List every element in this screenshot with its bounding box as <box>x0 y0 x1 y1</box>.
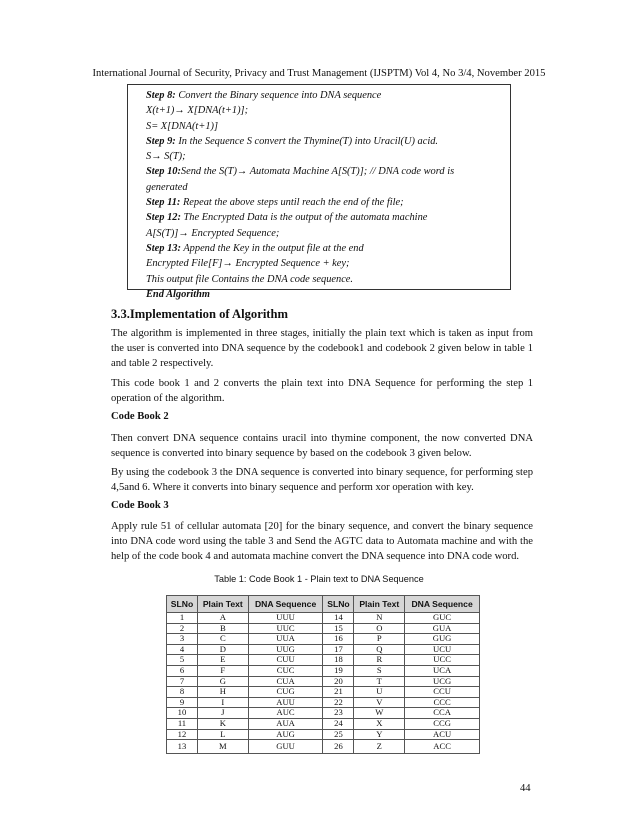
table-cell: GUU <box>248 740 323 754</box>
algorithm-step-text: generated <box>146 181 188 193</box>
algorithm-line <box>146 180 510 195</box>
table-cell: Q <box>354 644 405 655</box>
algorithm-line <box>146 149 510 164</box>
table-cell: U <box>354 687 405 698</box>
table-header-cell: DNA Sequence <box>405 596 480 613</box>
table-row <box>167 718 480 729</box>
table-cell: UCC <box>405 655 480 666</box>
algorithm-line <box>146 103 510 118</box>
table-cell: 6 <box>167 665 198 676</box>
table-cell: UCA <box>405 665 480 676</box>
table-cell: 9 <box>167 697 198 708</box>
paragraph-intro: The algorithm is implemented in three stages, initially the plain text which is taken as input from the user is converted into DNA sequence by the codebook1 and codebook 2 given below in table 1 and table 2 respectively. <box>111 328 533 369</box>
table-cell: UCU <box>405 644 480 655</box>
table-cell: 2 <box>167 623 198 634</box>
algorithm-line <box>146 256 510 271</box>
table-cell: 14 <box>323 613 354 624</box>
table-cell: Z <box>354 740 405 754</box>
table-cell: W <box>354 708 405 719</box>
section-title: 3.3.Implementation of Algorithm <box>111 307 289 321</box>
table-row <box>167 708 480 719</box>
table-cell: ACU <box>405 729 480 740</box>
table-row <box>167 676 480 687</box>
table-cell: 4 <box>167 644 198 655</box>
table-cell: 11 <box>167 718 198 729</box>
table-cell: GUA <box>405 623 480 634</box>
table-cell: P <box>354 634 405 645</box>
algorithm-step-text: S= X[DNA(t+1)] <box>146 120 219 132</box>
table-cell: A <box>197 613 248 624</box>
table-cell: 16 <box>323 634 354 645</box>
algorithm-line <box>146 134 510 149</box>
table-row <box>167 655 480 666</box>
algorithm-line <box>146 210 510 225</box>
table-cell: 22 <box>323 697 354 708</box>
table-cell: 1 <box>167 613 198 624</box>
algorithm-step-text: A[S(T)]→ Encrypted Sequence; <box>146 227 280 239</box>
table-cell: K <box>197 718 248 729</box>
table-cell: 15 <box>323 623 354 634</box>
table-cell: CUU <box>248 655 323 666</box>
table-cell: AUG <box>248 729 323 740</box>
table-cell: 10 <box>167 708 198 719</box>
table-cell: UUA <box>248 634 323 645</box>
algorithm-step-label: Step 12: <box>146 212 181 224</box>
table-cell: T <box>354 676 405 687</box>
table-cell: M <box>197 740 248 754</box>
algorithm-line <box>146 241 510 256</box>
algorithm-step-text: Encrypted File[F]→ Encrypted Sequence + key; <box>146 258 350 270</box>
table-row <box>167 644 480 655</box>
table-cell: UUC <box>248 623 323 634</box>
table-cell: AUC <box>248 708 323 719</box>
table-cell: UUU <box>248 613 323 624</box>
algorithm-step-text: This output file Contains the DNA code sequence. <box>146 273 354 285</box>
algorithm-step-text: X(t+1)→ X[DNA(t+1)]; <box>146 105 249 117</box>
table-header-cell: Plain Text <box>197 596 248 613</box>
algorithm-line <box>146 164 510 179</box>
table-cell: UCG <box>405 676 480 687</box>
table-cell: 13 <box>167 740 198 754</box>
table-cell: R <box>354 655 405 666</box>
table-cell: UUG <box>248 644 323 655</box>
table-cell: 24 <box>323 718 354 729</box>
algorithm-step-text: Append the Key in the output file at the end <box>180 242 364 254</box>
table-cell: 21 <box>323 687 354 698</box>
table-cell: AUU <box>248 697 323 708</box>
algorithm-step-label: Step 13: <box>146 242 181 254</box>
table-header-row <box>167 596 480 613</box>
table-cell: D <box>197 644 248 655</box>
algorithm-step-text: Repeat the above steps until reach the end of the file; <box>180 197 404 209</box>
journal-header: International Journal of Security, Privacy and Trust Management (IJSPTM) Vol 4, No 3/4, November 2015 <box>92 68 546 79</box>
table-cell: AUA <box>248 718 323 729</box>
table-row <box>167 665 480 676</box>
table-cell: 19 <box>323 665 354 676</box>
algorithm-step-label: Step 9: <box>146 135 176 147</box>
algorithm-line <box>146 88 510 103</box>
table-cell: 17 <box>323 644 354 655</box>
table-cell: GUC <box>405 613 480 624</box>
table-cell: F <box>197 665 248 676</box>
algorithm-step-label: Step 10: <box>146 166 181 178</box>
algorithm-step-text: The Encrypted Data is the output of the automata machine <box>180 212 428 224</box>
table-header-cell: SLNo <box>167 596 198 613</box>
page-number: 44 <box>520 783 531 794</box>
table-cell: 8 <box>167 687 198 698</box>
algorithm-line <box>146 119 510 134</box>
table-cell: S <box>354 665 405 676</box>
algorithm-step-text: Send the S(T)→ Automata Machine A[S(T)]; // DNA code word is <box>180 166 455 178</box>
table-cell: B <box>197 623 248 634</box>
paragraph-cellular-automata: Apply rule 51 of cellular automata [20] for the binary sequence, and convert the binary sequence into DNA code word using the table 3 and Send the AGTC data to Automata machine and with the help of the code book 4 and automata machine convert the DNA sequence into DNA code word. <box>111 521 533 562</box>
table-cell: GUG <box>405 634 480 645</box>
table-row <box>167 623 480 634</box>
table-cell: CUA <box>248 676 323 687</box>
table-cell: I <box>197 697 248 708</box>
table-cell: CCG <box>405 718 480 729</box>
subheading-code-book-3: Code Book 3 <box>111 500 169 511</box>
algorithm-line <box>146 195 510 210</box>
algorithm-line <box>146 287 510 302</box>
table-caption: Table 1: Code Book 1 - Plain text to DNA Sequence <box>214 574 424 584</box>
table-cell: C <box>197 634 248 645</box>
algorithm-step-label: Step 8: <box>146 90 176 101</box>
table-cell: CUG <box>248 687 323 698</box>
table-cell: 20 <box>323 676 354 687</box>
table-cell: G <box>197 676 248 687</box>
table-row <box>167 634 480 645</box>
paragraph-uracil-thymine: Then convert DNA sequence contains uracil into thymine component, the now converted DNA sequence is converted into binary sequence by based on the codebook 3 given below. <box>111 433 533 459</box>
algorithm-line <box>146 272 510 287</box>
table-cell: N <box>354 613 405 624</box>
table-cell: 18 <box>323 655 354 666</box>
codebook-1-table <box>166 595 480 754</box>
table-cell: 26 <box>323 740 354 754</box>
algorithm-step-text: Convert the Binary sequence into DNA sequence <box>175 90 382 101</box>
algorithm-box <box>127 84 511 300</box>
table-cell: 23 <box>323 708 354 719</box>
table-row <box>167 740 480 754</box>
table-cell: 25 <box>323 729 354 740</box>
table-cell: CCA <box>405 708 480 719</box>
table-cell: 3 <box>167 634 198 645</box>
table-cell: 7 <box>167 676 198 687</box>
table-header-cell: SLNo <box>323 596 354 613</box>
table-cell: CUC <box>248 665 323 676</box>
table-cell: J <box>197 708 248 719</box>
table-cell: E <box>197 655 248 666</box>
table-row <box>167 729 480 740</box>
table-header-cell: Plain Text <box>354 596 405 613</box>
table-cell: V <box>354 697 405 708</box>
subheading-code-book-2: Code Book 2 <box>111 411 169 422</box>
table-cell: O <box>354 623 405 634</box>
table-cell: CCU <box>405 687 480 698</box>
table-cell: Y <box>354 729 405 740</box>
table-cell: ACC <box>405 740 480 754</box>
table-header-cell: DNA Sequence <box>248 596 323 613</box>
algorithm-step-label: Step 11: <box>146 197 181 209</box>
table-cell: L <box>197 729 248 740</box>
table-cell: 12 <box>167 729 198 740</box>
paragraph-codebook-1-2: This code book 1 and 2 converts the plain text into DNA Sequence for performing the step 1 operation of the algorithm. <box>111 378 533 404</box>
table-cell: X <box>354 718 405 729</box>
table-row <box>167 687 480 698</box>
paragraph-binary-sequence: By using the codebook 3 the DNA sequence is converted into binary sequence, for performing step 4,5and 6. Where it converts into binary sequence and perform xor operation with key. <box>111 467 533 493</box>
algorithm-step-text: In the Sequence S convert the Thymine(T) into Uracil(U) acid. <box>175 135 439 147</box>
algorithm-step-text: S→ S(T); <box>146 151 186 163</box>
table-row <box>167 697 480 708</box>
algorithm-step-label: End Algorithm <box>146 288 211 300</box>
table-row <box>167 613 480 624</box>
table-cell: H <box>197 687 248 698</box>
algorithm-line <box>146 226 510 241</box>
table-cell: CCC <box>405 697 480 708</box>
table-cell: 5 <box>167 655 198 666</box>
